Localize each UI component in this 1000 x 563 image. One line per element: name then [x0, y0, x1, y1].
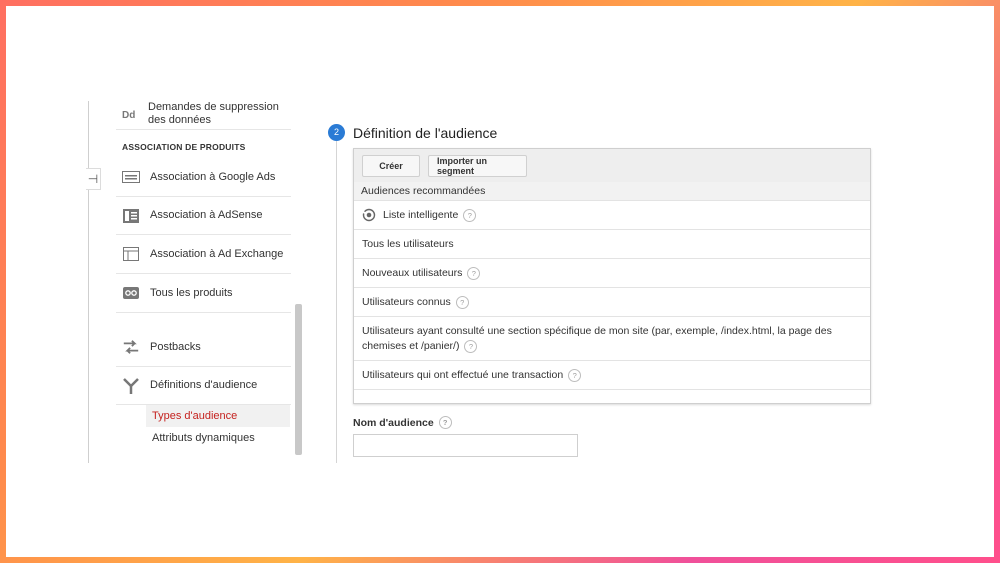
- audience-row-all-users[interactable]: [354, 230, 870, 259]
- svg-text:Dd: Dd: [122, 109, 136, 120]
- sidebar-divider: [88, 101, 89, 463]
- sidebar-item-google-ads[interactable]: [116, 158, 291, 197]
- step-title: Définition de l'audience: [353, 125, 498, 141]
- smart-list-icon: [362, 208, 376, 222]
- sidebar-item-label: Postbacks: [150, 340, 201, 353]
- audience-row-new-users[interactable]: [354, 259, 870, 288]
- import-segment-button[interactable]: Importer un segment: [428, 155, 527, 177]
- audience-row-label: Utilisateurs ayant consulté une section spécifique de mon site (par, exemple, /index.html, la page des chemises et /panier/) ?: [362, 324, 832, 352]
- sidebar-item-label: Définitions d'audience: [150, 379, 258, 391]
- help-icon[interactable]: ?: [467, 267, 480, 280]
- sidebar-item-label: Association à Ad Exchange: [150, 247, 284, 260]
- google-ads-icon: [122, 170, 140, 184]
- sidebar-scrollbar[interactable]: [295, 304, 302, 455]
- sidebar-item-adsense[interactable]: [116, 197, 291, 235]
- audience-row-returning-users[interactable]: [354, 288, 870, 317]
- audience-definition-panel: [353, 148, 871, 404]
- help-icon[interactable]: ?: [463, 209, 476, 222]
- step-connector-line: [336, 141, 337, 463]
- data-deletion-icon: [122, 107, 138, 121]
- audience-toolbar: [354, 149, 870, 182]
- audience-row-transactors[interactable]: [354, 361, 870, 390]
- postbacks-icon: [122, 340, 140, 354]
- help-icon[interactable]: ?: [439, 416, 452, 429]
- sidebar-item-data-deletion[interactable]: [116, 98, 291, 130]
- sidebar-item-label: Tous les produits: [150, 286, 233, 299]
- audience-row-label: Nouveaux utilisateurs: [362, 267, 463, 279]
- recommended-audiences-header: Audiences recommandées: [354, 182, 870, 201]
- sidebar-subitem-audience-types[interactable]: Types d'audience: [146, 405, 290, 427]
- adsense-icon: [122, 209, 140, 223]
- audience-row-label: Liste intelligente: [383, 209, 459, 221]
- audience-row-label: Utilisateurs connus: [362, 296, 451, 308]
- sidebar-collapse-handle[interactable]: [86, 168, 101, 190]
- sidebar-item-label: Demandes de suppression des données: [148, 100, 279, 126]
- audience-name-input[interactable]: [353, 434, 578, 457]
- section-header-product-linking: ASSOCIATION DE PRODUITS: [122, 142, 246, 152]
- help-icon[interactable]: ?: [568, 369, 581, 382]
- help-icon[interactable]: ?: [456, 296, 469, 309]
- sidebar-item-audience-definitions[interactable]: [116, 367, 291, 405]
- sidebar-item-postbacks[interactable]: [116, 328, 291, 367]
- audience-row-label: Tous les utilisateurs: [362, 238, 454, 250]
- sidebar-item-ad-exchange[interactable]: [116, 235, 291, 274]
- help-icon[interactable]: ?: [464, 340, 477, 353]
- app-canvas: [6, 6, 994, 557]
- ad-exchange-icon: [122, 247, 140, 261]
- collapse-icon: ⊣: [87, 172, 99, 186]
- sidebar-item-label: Association à Google Ads: [150, 170, 276, 183]
- sidebar-item-label: Association à AdSense: [150, 209, 263, 221]
- audience-name-label: Nom d'audience ?: [353, 416, 452, 429]
- sidebar-subitem-dynamic-attributes[interactable]: Attributs dynamiques: [152, 432, 255, 444]
- audience-row-label: Utilisateurs qui ont effectué une transaction: [362, 369, 564, 381]
- sidebar-item-all-products[interactable]: [116, 274, 291, 313]
- audience-definitions-icon: [122, 379, 140, 393]
- recommended-audiences-list: [354, 201, 870, 390]
- audience-row-smart-list[interactable]: [354, 201, 870, 230]
- all-products-icon: [122, 286, 140, 300]
- audience-row-section-visitors[interactable]: [354, 317, 870, 361]
- create-button[interactable]: Créer: [362, 155, 420, 177]
- step-number-badge: 2: [328, 124, 345, 141]
